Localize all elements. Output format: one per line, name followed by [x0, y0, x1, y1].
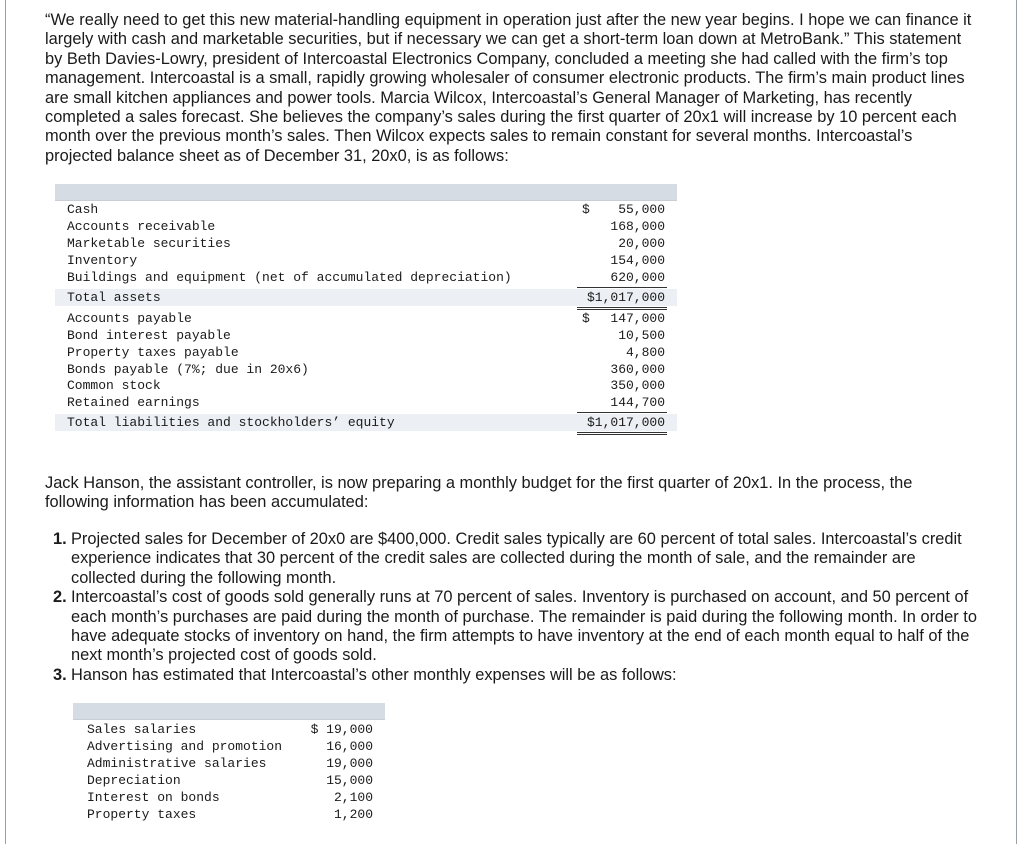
balance-sheet-table: [55, 184, 677, 438]
balance-sheet-row-accounts-payable: [55, 310, 677, 327]
balance-sheet-row-cash: [55, 201, 677, 218]
row-label: Property taxes payable: [67, 345, 239, 360]
row-value: 19,000: [326, 756, 373, 771]
row-value: 20,000: [618, 236, 665, 251]
row-label: Administrative salaries: [87, 756, 267, 771]
row-label: Interest on bonds: [87, 790, 220, 805]
balance-sheet-row-accounts-receivable: [55, 218, 677, 235]
dollar-sign: $: [582, 202, 590, 217]
list-number: 2.: [53, 588, 67, 607]
row-label: Accounts receivable: [67, 219, 216, 234]
balance-sheet-row-common-stock: [55, 377, 677, 394]
row-value: 154,000: [610, 253, 665, 268]
row-label: Inventory: [67, 253, 138, 268]
expenses-table: [73, 703, 385, 829]
list-item: [45, 588, 980, 666]
balance-sheet-row-bond-interest-payable: [55, 327, 677, 344]
expenses-header-band: [73, 703, 385, 719]
list-item-text: Hanson has estimated that Intercoastal’s other monthly expenses will be as follows:: [71, 665, 677, 684]
row-value: 147,000: [610, 311, 665, 326]
expense-row-depreciation: [73, 772, 385, 789]
dollar-sign: $: [582, 311, 590, 326]
row-value: 144,700: [610, 395, 665, 410]
balance-sheet-row-bonds-payable: [55, 361, 677, 378]
balance-sheet-row-retained-earnings: [55, 394, 677, 411]
row-value: 350,000: [610, 378, 665, 393]
row-label: Marketable securities: [67, 236, 231, 251]
row-label: Bond interest payable: [67, 328, 231, 343]
row-value: $1,017,000: [586, 415, 665, 430]
hanson-paragraph: Jack Hanson, the assistant controller, is now preparing a monthly budget for the first quarter of 20x1. In the process, the following information has been accumulated:: [45, 474, 913, 512]
balance-sheet-row-buildings: [55, 269, 677, 286]
row-value: 16,000: [326, 739, 373, 754]
row-value: $1,017,000: [586, 290, 665, 305]
row-value: 55,000: [618, 202, 665, 217]
expense-row-interest-on-bonds: [73, 789, 385, 806]
row-value: 168,000: [610, 219, 665, 234]
row-value: 15,000: [326, 773, 373, 788]
row-label: Cash: [67, 202, 99, 217]
list-number: 3.: [53, 665, 67, 684]
info-list: [45, 530, 980, 685]
row-label: Total assets: [67, 290, 161, 305]
balance-sheet-row-inventory: [55, 252, 677, 269]
expense-row-sales-salaries: [73, 721, 385, 738]
row-label: Retained earnings: [67, 395, 200, 410]
row-label: Buildings and equipment (net of accumulated depreciation): [67, 270, 512, 285]
row-label: Total liabilities and stockholders’ equity: [67, 415, 395, 430]
intro-paragraph: “We really need to get this new material-handling equipment in operation just after the new year begins. I hope we can finance it largely with cash and marketable securities, but if necessary we can get a short-term loan down at MetroBank.” This statement by Beth Davies-Lowry, president of Intercoastal Electronics Company, concluded a meeting she had called with the firm’s top management. Intercoastal is a small, rapidly growing wholesaler of consumer electronic products. The firm’s main product lines are small kitchen appliances and power tools. Marcia Wilcox, Intercoastal’s General Manager of Marketing, has recently completed a sales forecast. She believes the company’s sales during the first quarter of 20x1 will increase by 10 percent each month over the previous month’s sales. Then Wilcox expects sales to remain constant for several months. Intercoastal’s projected balance sheet as of December 31, 20x0, is as follows:: [45, 11, 972, 165]
row-value: 10,500: [618, 328, 665, 343]
expense-row-administrative-salaries: [73, 755, 385, 772]
row-value: 620,000: [610, 270, 665, 285]
row-label: Accounts payable: [67, 311, 192, 326]
balance-sheet-row-marketable-securities: [55, 235, 677, 252]
row-value: 4,800: [625, 345, 665, 360]
row-label: Bonds payable (7%; due in 20x6): [67, 362, 309, 377]
balance-sheet-row-property-taxes-payable: [55, 344, 677, 361]
row-label: Depreciation: [87, 773, 181, 788]
list-item: [45, 530, 980, 588]
row-label: Advertising and promotion: [87, 739, 283, 754]
balance-sheet-row-total-assets: [55, 289, 677, 306]
row-value: 2,100: [333, 790, 373, 805]
list-number: 1.: [53, 530, 67, 548]
row-value: $ 19,000: [310, 722, 373, 737]
row-label: Sales salaries: [87, 722, 197, 737]
row-label: Property taxes: [87, 807, 197, 822]
list-item-text: Intercoastal’s cost of goods sold generally runs at 70 percent of sales. Inventory is purchased on account, and 50 percent of each month’s purchases are paid during the month of purchase. The remainder is paid during the following month. In order to have adequate stocks of inventory on hand, the firm attempts to have inventory at the end of each month equal to half of the next month’s projected cost of goods sold.: [71, 588, 977, 665]
expense-row-property-taxes: [73, 806, 385, 823]
row-value: 1,200: [333, 807, 373, 822]
balance-sheet-header-band: [55, 184, 677, 200]
row-value: 360,000: [610, 362, 665, 377]
row-label: Common stock: [67, 378, 161, 393]
list-item: [45, 666, 980, 685]
list-item-text: Projected sales for December of 20x0 are $400,000. Credit sales typically are 60 percent of total sales. Intercoastal’s credit experience indicates that 30 percent of the credit sales are collected during the month of sale, and the remainder are collected during the following month.: [71, 530, 962, 587]
expense-row-advertising: [73, 738, 385, 755]
balance-sheet-row-total-liabilities: [55, 414, 677, 431]
